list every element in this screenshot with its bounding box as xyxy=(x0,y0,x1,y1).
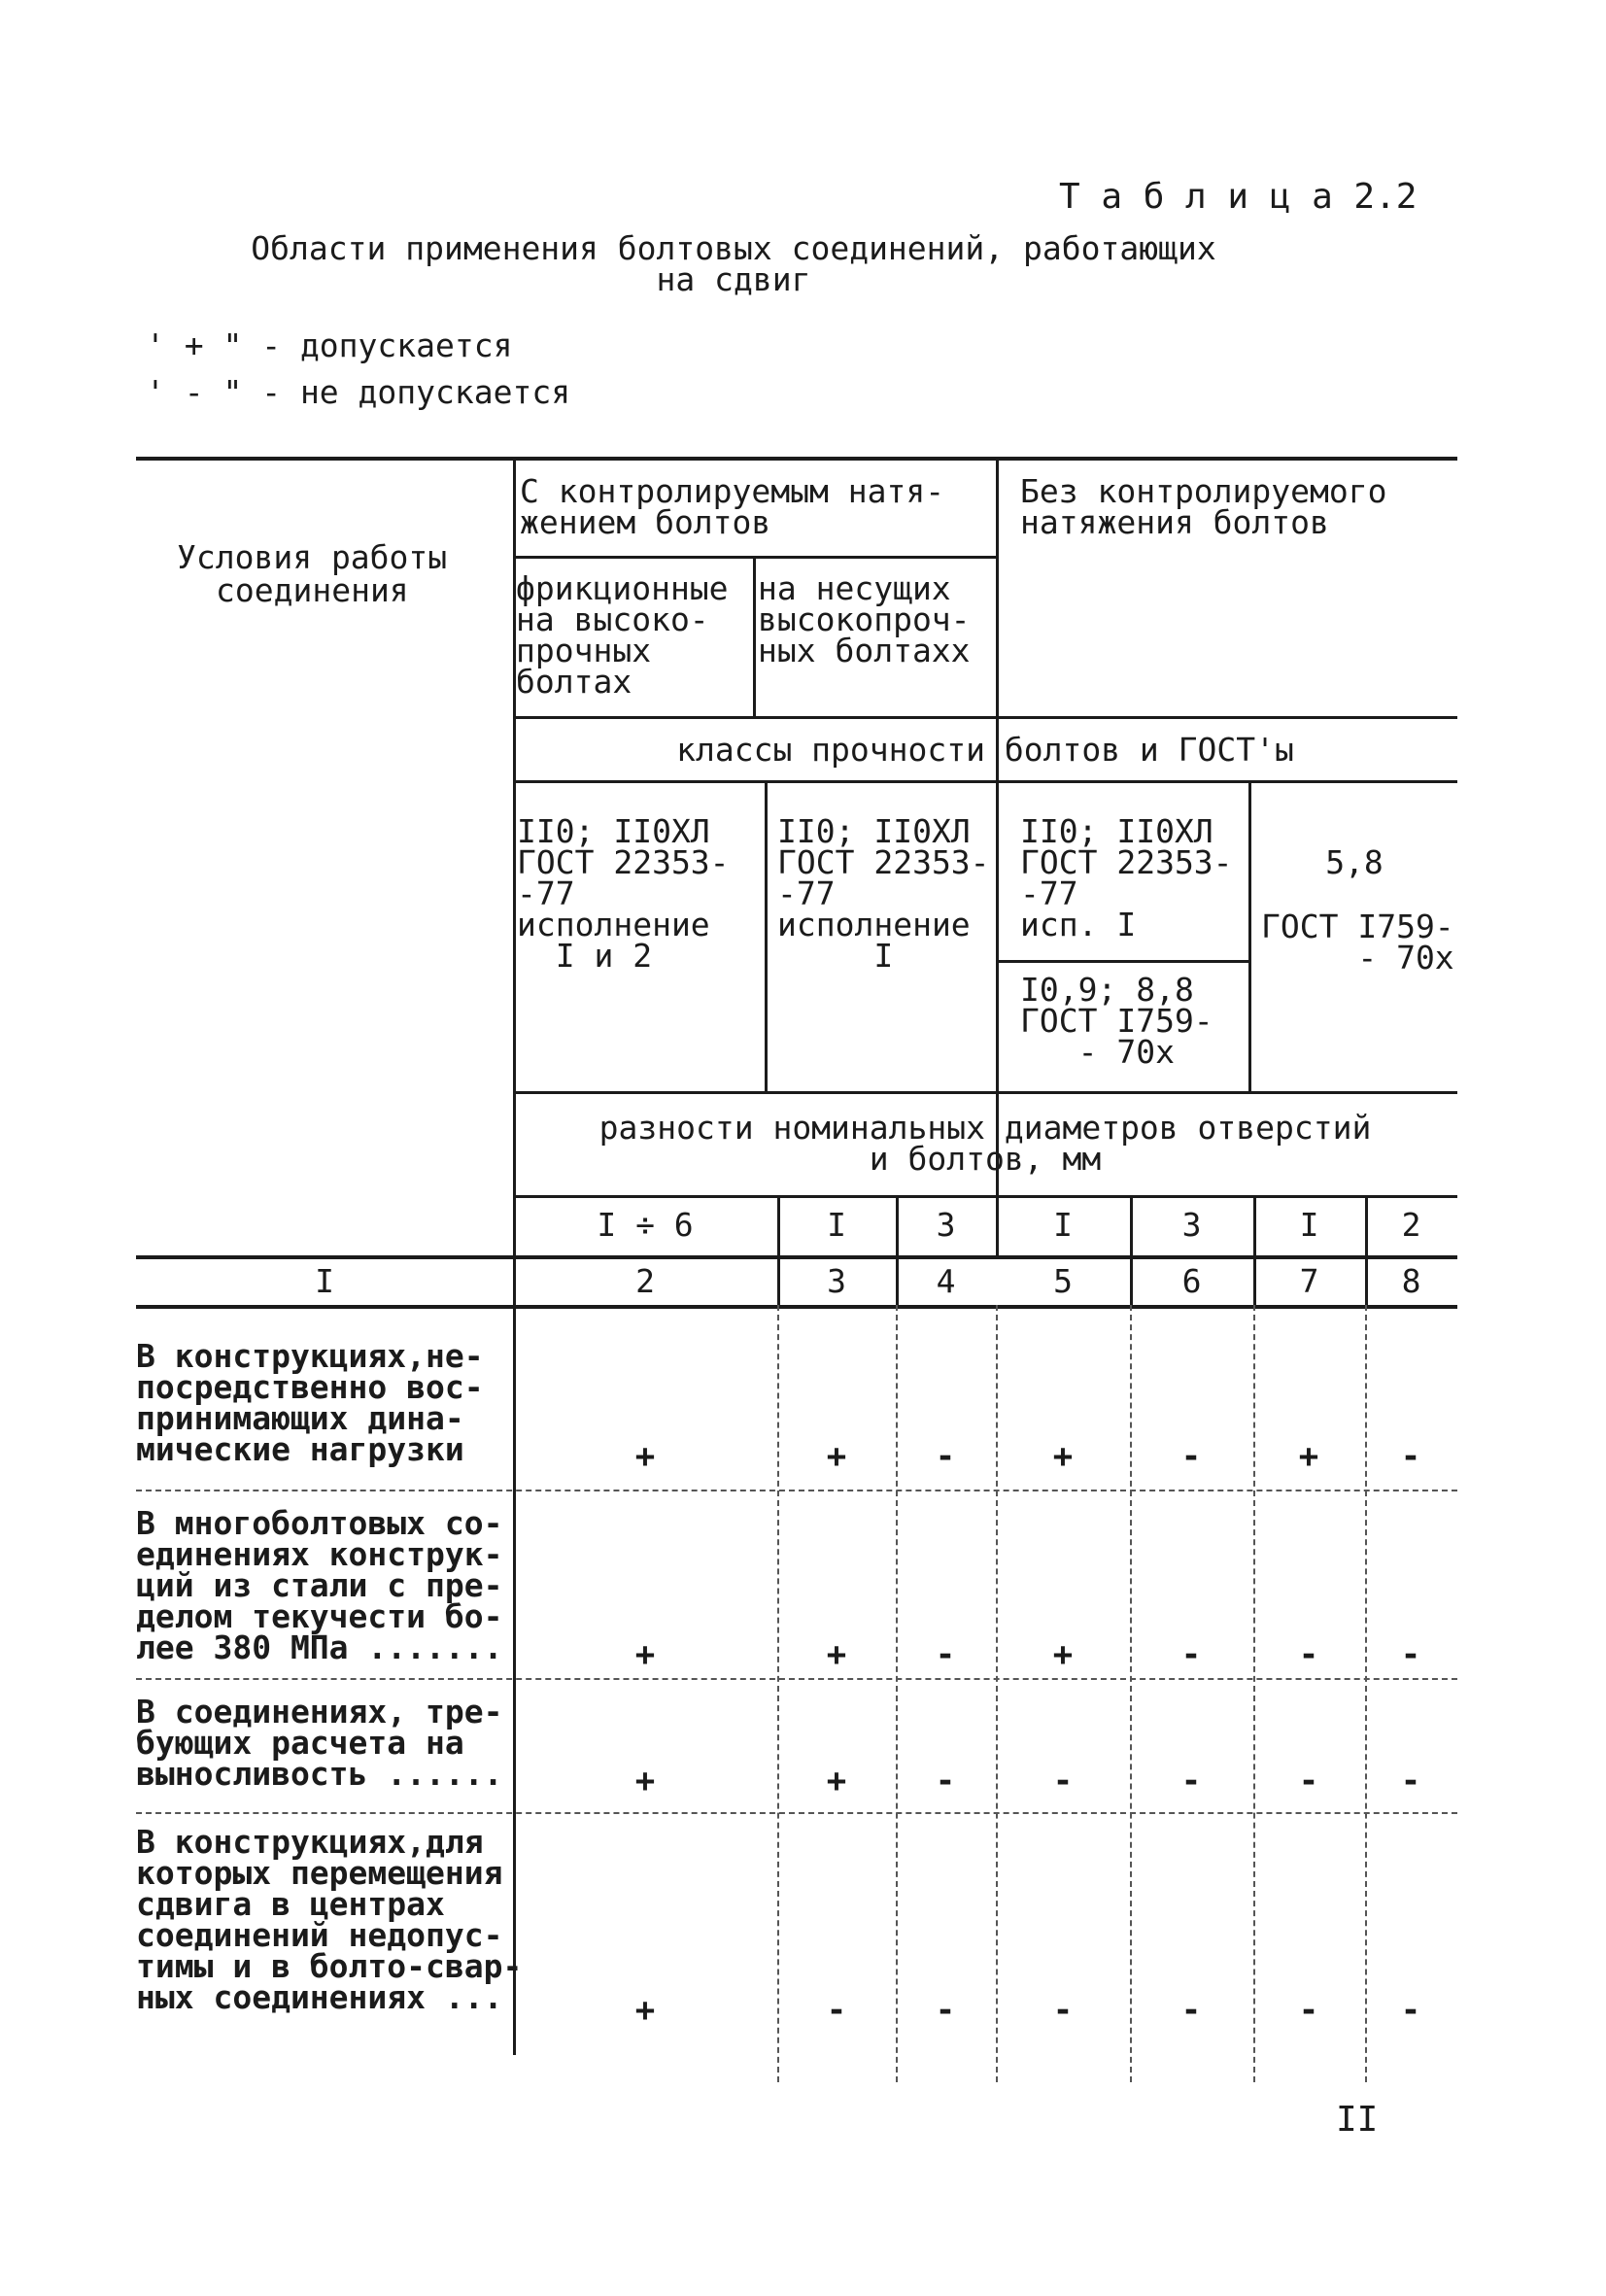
legend-plus: ' + " - допускается xyxy=(146,326,513,364)
header-bearing-high-strength: на несущих высокопроч- ных болтахx xyxy=(758,569,971,669)
diff-value: I xyxy=(1053,1206,1073,1244)
row-mark: - xyxy=(1400,1762,1421,1800)
row-condition: В многоболтовых со- единениях конструк- ций из стали с пре- делом текучести бо- лее 380 МПа ....... xyxy=(136,1504,503,1666)
row-mark: + xyxy=(634,1437,656,1476)
column-number: 5 xyxy=(1053,1262,1073,1300)
row-mark: - xyxy=(1400,1991,1421,2030)
class-cell-4b: ГОСТ I759- - 70x xyxy=(1261,908,1454,977)
row-mark: - xyxy=(1400,1437,1421,1476)
row-mark: + xyxy=(826,1762,847,1800)
class-cell-1: II0; II0ХЛ ГОСТ 22353- -77 исполнение I и 2 xyxy=(517,812,730,975)
diff-value: 3 xyxy=(1181,1206,1202,1244)
header-conditions-line-2: соединения xyxy=(216,571,409,609)
table-title-line-2: на сдвиг xyxy=(656,260,811,298)
row-mark: + xyxy=(826,1437,847,1476)
row-mark: + xyxy=(634,1991,656,2030)
row-mark: - xyxy=(935,1991,956,2030)
diff-value: 2 xyxy=(1401,1206,1421,1244)
legend-minus: ' - " - не допускается xyxy=(146,373,571,411)
table-label: Т а б л и ц а 2.2 xyxy=(1059,177,1418,217)
row-mark: + xyxy=(826,1635,847,1674)
table-title-line-1: Области применения болтовых соединений, работающих xyxy=(251,229,1216,267)
row-mark: - xyxy=(1298,1762,1319,1800)
column-number: I xyxy=(315,1262,334,1300)
row-mark: - xyxy=(1180,1437,1202,1476)
row-mark: - xyxy=(1180,1635,1202,1674)
row-mark: - xyxy=(1180,1762,1202,1800)
class-cell-4a: 5,8 xyxy=(1325,843,1384,881)
column-number: 4 xyxy=(936,1262,956,1300)
header-friction: фрикционные на высоко- прочных болтах xyxy=(516,569,729,701)
column-number: 2 xyxy=(635,1262,655,1300)
header-controlled: С контролируемым натя- жением болтов xyxy=(520,472,945,541)
row-mark: - xyxy=(935,1635,956,1674)
row-mark: + xyxy=(634,1762,656,1800)
row-mark: + xyxy=(1052,1437,1074,1476)
page-number: II xyxy=(1336,2100,1379,2140)
column-number: 8 xyxy=(1401,1262,1421,1300)
header-conditions-line-1: Условия работы xyxy=(177,538,448,576)
row-mark: - xyxy=(1052,1991,1074,2030)
row-mark: + xyxy=(1298,1437,1319,1476)
diff-value: 3 xyxy=(936,1206,956,1244)
row-mark: - xyxy=(1400,1635,1421,1674)
row-mark: + xyxy=(1052,1635,1074,1674)
row-mark: + xyxy=(634,1635,656,1674)
row-condition: В конструкциях,не- посредственно вос- принимающих дина- мические нагрузки xyxy=(136,1337,484,1468)
header-diameter-difference: разности номинальных диаметров отверстий и болтов, мм xyxy=(598,1109,1372,1178)
class-cell-3b: I0,9; 8,8 ГОСТ I759- - 70x xyxy=(1020,971,1213,1071)
row-mark: - xyxy=(1180,1991,1202,2030)
class-cell-2: II0; II0ХЛ ГОСТ 22353- -77 исполнение I xyxy=(777,812,990,975)
diff-value: I xyxy=(1299,1206,1319,1244)
header-uncontrolled: Без контролируемого натяжения болтов xyxy=(1020,472,1387,541)
row-mark: - xyxy=(1298,1991,1319,2030)
row-mark: - xyxy=(1298,1635,1319,1674)
column-number: 7 xyxy=(1299,1262,1319,1300)
diff-value: I ÷ 6 xyxy=(597,1206,694,1244)
column-number: 6 xyxy=(1181,1262,1202,1300)
row-mark: - xyxy=(935,1762,956,1800)
diff-value: I xyxy=(827,1206,846,1244)
row-mark: - xyxy=(826,1991,847,2030)
class-cell-3a: II0; II0ХЛ ГОСТ 22353- -77 исп. I xyxy=(1020,812,1233,943)
column-number: 3 xyxy=(827,1262,846,1300)
header-strength-classes: классы прочности болтов и ГОСТ'ы xyxy=(676,731,1294,769)
row-condition: В конструкциях,для которых перемещения сдвига в центрах соединений недопус- тимы и в болто-свар- ных соединениях ... xyxy=(136,1823,523,2016)
row-mark: - xyxy=(1052,1762,1074,1800)
row-mark: - xyxy=(935,1437,956,1476)
row-condition: В соединениях, тре- бующих расчета на выносливость ...... xyxy=(136,1693,503,1793)
